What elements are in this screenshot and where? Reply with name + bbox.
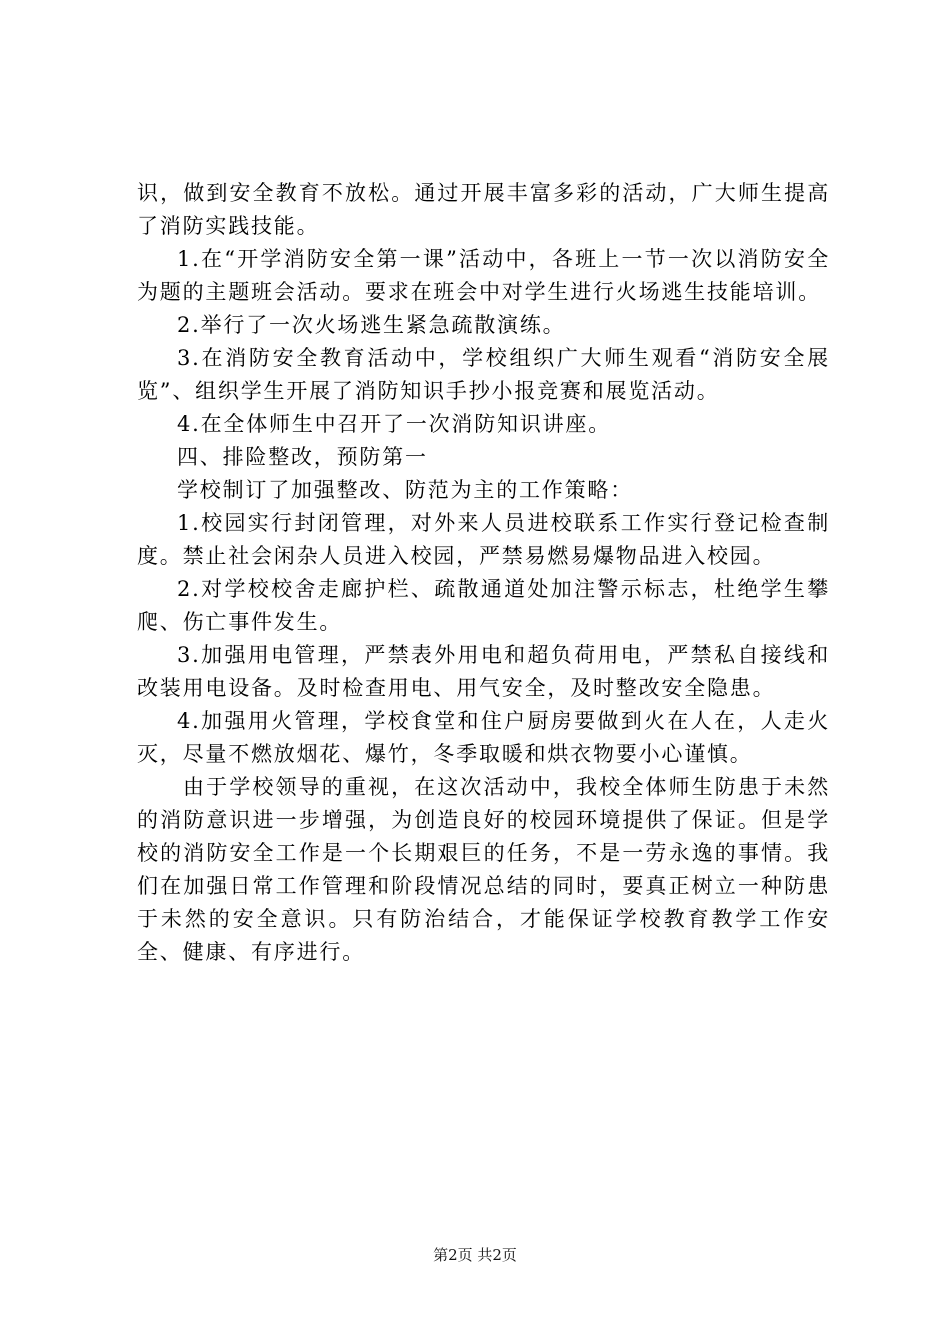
paragraph-measure-4: 4.加强用火管理，学校食堂和住户厨房要做到火在人在，人走火灭，尽量不燃放烟花、爆竹，冬季取暖和烘衣物要小心谨慎。 [137,709,830,766]
paragraph-measure-2: 2.对学校校舍走廊护栏、疏散通道处加注警示标志，杜绝学生攀爬、伤亡事件发生。 [137,577,830,634]
document-body [137,177,830,969]
paragraph-item-1: 1.在“开学消防安全第一课”活动中，各班上一节一次以消防安全为题的主题班会活动。要求在班会中对学生进行火场逃生技能培训。 [137,247,830,304]
paragraph-continuation: 识，做到安全教育不放松。通过开展丰富多彩的活动，广大师生提高了消防实践技能。 [137,181,830,238]
paragraph-item-3: 3.在消防安全教育活动中，学校组织广大师生观看“消防安全展览”、组织学生开展了消防知识手抄小报竞赛和展览活动。 [137,346,830,403]
paragraph-intro: 学校制订了加强整改、防范为主的工作策略： [177,478,633,502]
paragraph-item-2: 2.举行了一次火场逃生紧急疏散演练。 [177,313,566,337]
paragraph-measure-1: 1.校园实行封闭管理，对外来人员进校联系工作实行登记检查制度。禁止社会闲杂人员进入校园，严禁易燃易爆物品进入校园。 [137,511,830,568]
paragraph-conclusion: 由于学校领导的重视，在这次活动中，我校全体师生防患于未然的消防意识进一步增强，为创造良好的校园环境提供了保证。但是学校的消防安全工作是一个长期艰巨的任务，不是一劳永逸的事情。我们在加强日常工作管理和阶段情况总结的同时，要真正树立一种防患于未然的安全意识。只有防治结合，才能保证学校教育教学工作安全、健康、有序进行。 [137,775,830,964]
paragraph-item-4: 4.在全体师生中召开了一次消防知识讲座。 [177,412,612,436]
paragraph-measure-3: 3.加强用电管理，严禁表外用电和超负荷用电，严禁私自接线和改装用电设备。及时检查用电、用气安全，及时整改安全隐患。 [137,643,830,700]
section-heading: 四、排险整改，预防第一 [177,445,428,469]
page-number-footer: 第2页 共2页 [433,1246,517,1264]
